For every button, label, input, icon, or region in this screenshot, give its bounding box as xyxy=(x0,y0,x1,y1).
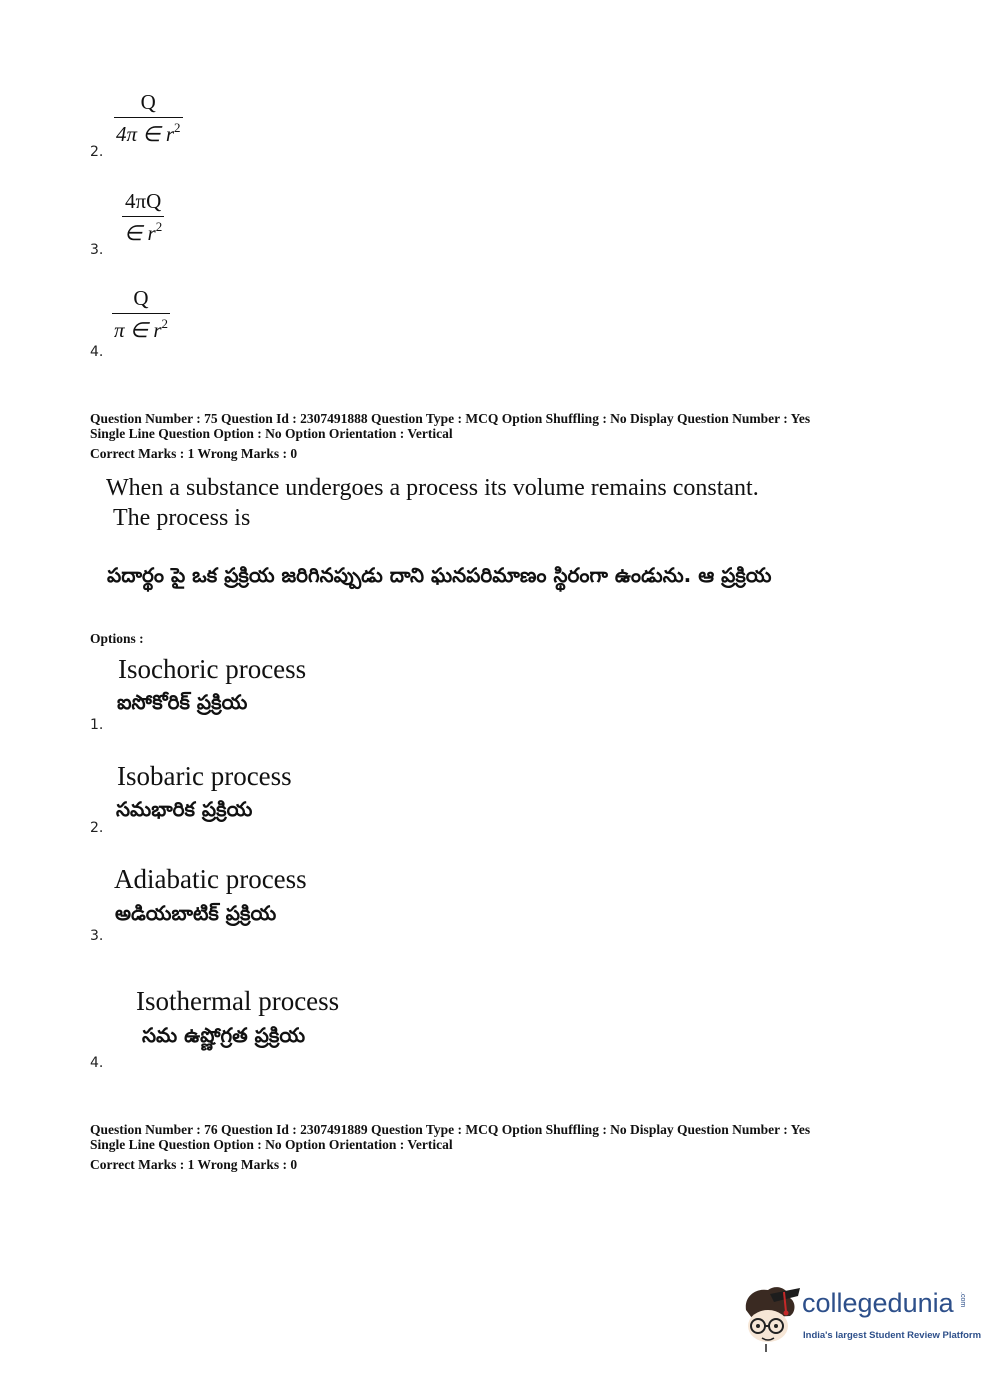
formula-numerator: 4πQ xyxy=(124,189,162,213)
question-76-meta-orientation: Single Line Question Option : No Option Orientation : Vertical xyxy=(90,1137,453,1152)
formula-denominator: ∈ $r^2$ xyxy=(122,216,164,246)
logo-brand-text: collegedunia xyxy=(802,1288,954,1318)
question-text-telugu: పదార్థం పై ఒక ప్రక్రియ జరిగినప్పుడు దాని ఘనపరిమాణం స్థిరంగా ఉండును. ఆ ప్రక్రియ xyxy=(107,563,772,587)
option-2-english: Isobaric process xyxy=(117,761,292,791)
question-text-line1: When a substance undergoes a process its volume remains constant. xyxy=(106,475,759,501)
option-number: 3. xyxy=(90,928,104,944)
option-4-telugu: సమ ఉష్ణోగ్రత ప్రక్రియ xyxy=(142,1023,306,1047)
formula-numerator: Q xyxy=(133,286,149,310)
logo-suffix: .com xyxy=(959,1292,966,1308)
question-76-marks: Correct Marks : 1 Wrong Marks : 0 xyxy=(90,1157,298,1172)
option-number: 2. xyxy=(90,144,104,160)
option-4-formula xyxy=(112,286,170,343)
logo-tagline: India's largest Student Review Platform xyxy=(803,1330,982,1341)
question-75-marks: Correct Marks : 1 Wrong Marks : 0 xyxy=(90,446,298,461)
option-3-english: Adiabatic process xyxy=(114,864,307,894)
question-text-line2: The process is xyxy=(113,505,251,531)
mascot-icon xyxy=(740,1282,800,1352)
option-number: 4. xyxy=(90,1055,104,1071)
option-number: 1. xyxy=(90,717,104,733)
option-3-telugu: అడియబాటిక్ ప్రక్రియ xyxy=(115,901,277,925)
option-4-english: Isothermal process xyxy=(136,986,340,1016)
option-number: 2. xyxy=(90,820,104,836)
question-75-meta: Question Number : 75 Question Id : 2307491888 Question Type : MCQ Option Shuffling : No Display Question Number : Yes xyxy=(90,411,811,426)
option-3-formula xyxy=(122,189,164,246)
formula-denominator: 4π ∈ $r^2$ xyxy=(114,117,183,147)
formula-numerator: Q xyxy=(140,90,156,114)
question-75-meta-orientation: Single Line Question Option : No Option Orientation : Vertical xyxy=(90,426,453,441)
formula-denominator: π ∈ $r^2$ xyxy=(112,313,170,343)
option-number: 3. xyxy=(90,242,104,258)
option-2-telugu: సమభారిక ప్రక్రియ xyxy=(116,797,253,821)
option-1-telugu: ఐసోకోరిక్ ప్రక్రియ xyxy=(117,690,248,714)
option-2-formula xyxy=(114,90,183,147)
collegedunia-logo xyxy=(740,1282,982,1352)
option-1-english: Isochoric process xyxy=(118,654,307,684)
options-label: Options : xyxy=(90,631,144,646)
option-number: 4. xyxy=(90,344,104,360)
question-76-meta: Question Number : 76 Question Id : 2307491889 Question Type : MCQ Option Shuffling : No Display Question Number : Yes xyxy=(90,1122,811,1137)
